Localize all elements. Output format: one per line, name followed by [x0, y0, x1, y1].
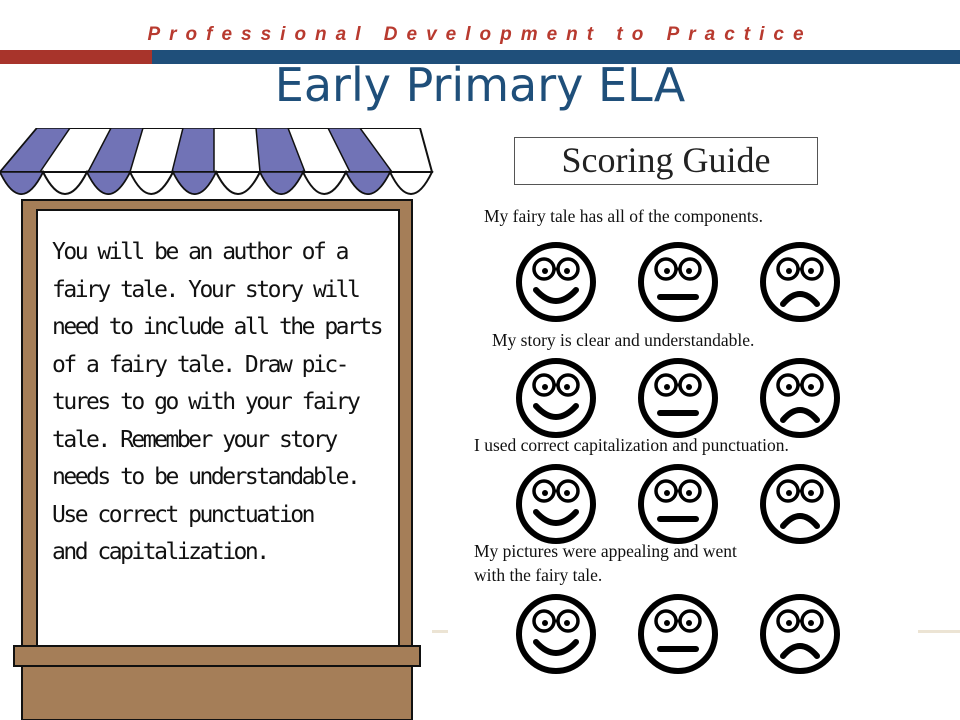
sad-face-icon	[758, 462, 842, 546]
presentation-tagline: Professional Development to Practice	[147, 24, 813, 45]
prompt-line: of a fairy tale. Draw pic-	[52, 351, 348, 378]
prompt-line: needs to be understandable.	[52, 464, 359, 490]
prompt-line: Use correct punctuation	[52, 501, 313, 528]
criterion-mechanics: I used correct capitalization and punctuation.	[474, 435, 789, 455]
prompt-line: need to include all the parts	[52, 314, 382, 340]
happy-face-icon	[514, 240, 598, 324]
footer-divider-left	[432, 630, 448, 633]
criterion-clarity: My story is clear and understandable.	[492, 330, 755, 350]
neutral-face-icon	[636, 592, 720, 676]
prompt-line: and capitalization.	[52, 539, 268, 565]
criterion-components: My fairy tale has all of the components.	[484, 206, 763, 226]
footer-divider-right	[918, 630, 960, 633]
assignment-prompt	[52, 234, 392, 572]
prompt-line: fairy tale. Your story will	[52, 276, 359, 303]
happy-face-icon	[514, 462, 598, 546]
prompt-line: tures to go with your fairy	[52, 389, 359, 415]
neutral-face-icon	[636, 240, 720, 324]
neutral-face-icon	[636, 462, 720, 546]
prompt-line: You will be an author of a	[52, 239, 348, 265]
stand-counter	[14, 646, 420, 666]
prompt-line: tale. Remember your story	[52, 426, 336, 453]
sad-face-icon	[758, 356, 842, 440]
criterion-pictures: My pictures were appealing and went	[474, 541, 737, 561]
slide-title: Early Primary ELA	[274, 58, 686, 112]
stand-awning	[0, 128, 432, 194]
happy-face-icon	[514, 356, 598, 440]
sad-face-icon	[758, 592, 842, 676]
sad-face-icon	[758, 240, 842, 324]
neutral-face-icon	[636, 356, 720, 440]
criterion-pictures-line2: with the fairy tale.	[474, 565, 603, 585]
happy-face-icon	[514, 592, 598, 676]
scoring-guide-title: Scoring Guide	[514, 137, 818, 185]
